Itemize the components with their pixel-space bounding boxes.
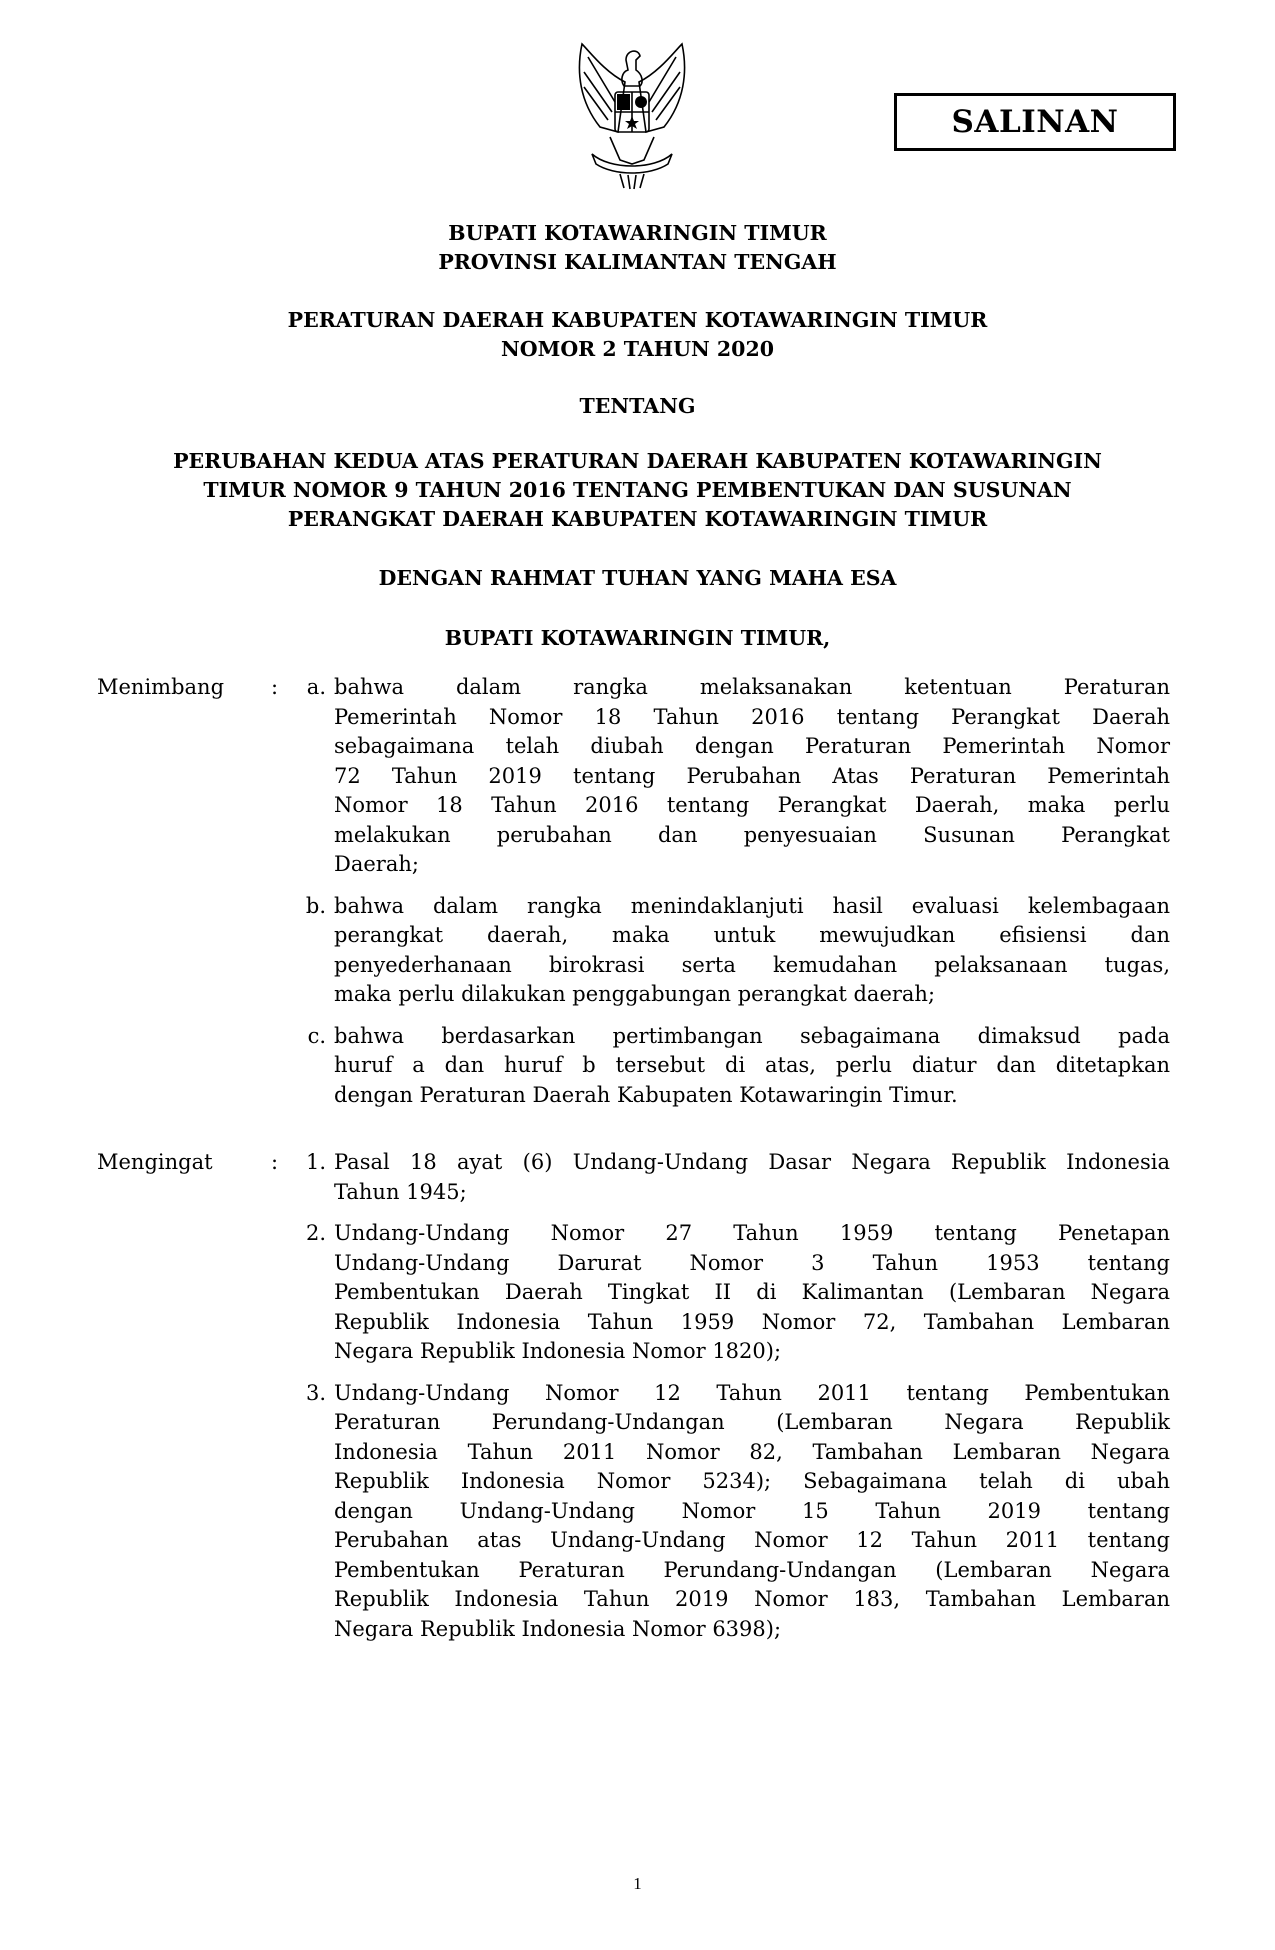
item-text: [334, 1379, 1170, 1645]
item-number: 3.: [305, 1380, 326, 1405]
menimbang-label: Menimbang: [97, 675, 225, 699]
text-line: perangkat daerah, maka untuk mewujudkan efisiensi dan: [334, 923, 1170, 947]
mengingat-item: [97, 1148, 1172, 1207]
text-line: Republik Indonesia Nomor 5234); Sebagaimana telah di ubah: [334, 1469, 1170, 1493]
text-line: sebagaimana telah diubah dengan Peraturan Pemerintah Nomor: [334, 734, 1170, 758]
item-text: [334, 1022, 1170, 1111]
text-line: dengan Undang-Undang Nomor 15 Tahun 2019 tentang: [334, 1498, 1170, 1523]
text-line: Republik Indonesia Tahun 1959 Nomor 72, Tambahan Lembaran: [334, 1309, 1170, 1334]
text-line: Pembentukan Peraturan Perundang-Undangan (Lembaran Negara: [334, 1557, 1170, 1582]
mengingat-section: [97, 1148, 1172, 1644]
colon: [271, 1379, 291, 1645]
text-line: bahwa dalam rangka menindaklanjuti hasil evaluasi kelembagaan: [334, 893, 1170, 918]
text-line: Pembentukan Daerah Tingkat II di Kalimantan (Lembaran Negara: [334, 1280, 1170, 1304]
menimbang-item: [97, 1022, 1172, 1111]
heading-line: BUPATI KOTAWARINGIN TIMUR: [448, 221, 827, 245]
colon: :: [271, 1150, 279, 1174]
item-text: [334, 1148, 1170, 1207]
text-line: Undang-Undang Darurat Nomor 3 Tahun 1953 tentang: [334, 1250, 1170, 1275]
mengingat-label: [97, 1219, 271, 1367]
item-text: [334, 892, 1170, 1010]
page-number: 1: [633, 1874, 642, 1893]
item-text: [334, 1219, 1170, 1367]
menimbang-item: [97, 892, 1172, 1010]
text-line: Negara Republik Indonesia Nomor 6398);: [334, 1616, 782, 1641]
text-line: Negara Republik Indonesia Nomor 1820);: [334, 1339, 782, 1363]
text-line: penyederhanaan birokrasi serta kemudahan pelaksanaan tugas,: [334, 952, 1170, 977]
text-line: Undang-Undang Nomor 12 Tahun 2011 tentang Pembentukan: [334, 1380, 1170, 1405]
mengingat-label: [97, 1379, 271, 1645]
colon: :: [271, 675, 279, 699]
regulation-heading: [0, 306, 1275, 364]
item-text: [334, 673, 1170, 880]
title-line: PERUBAHAN KEDUA ATAS PERATURAN DAERAH KABUPATEN KOTAWARINGIN: [173, 449, 1102, 473]
text-line: bahwa berdasarkan pertimbangan sebagaimana dimaksud pada: [334, 1023, 1170, 1048]
mengingat-label: Mengingat: [97, 1150, 213, 1174]
text-line: Daerah;: [334, 852, 419, 876]
colon: [271, 1022, 291, 1111]
text-line: dengan Peraturan Daerah Kabupaten Kotawaringin Timur.: [334, 1082, 958, 1107]
garuda-pancasila-emblem: [570, 42, 694, 190]
heading-line: PROVINSI KALIMANTAN TENGAH: [438, 250, 837, 274]
text-line: Nomor 18 Tahun 2016 tentang Perangkat Daerah, maka perlu: [334, 793, 1170, 817]
mengingat-item: [97, 1219, 1172, 1367]
item-number: 2.: [305, 1221, 326, 1245]
menimbang-section: [97, 673, 1172, 1110]
text-line: Republik Indonesia Tahun 2019 Nomor 183, Tambahan Lembaran: [334, 1587, 1170, 1611]
regulation-title: [0, 447, 1275, 534]
text-line: Perubahan atas Undang-Undang Nomor 12 Tahun 2011 tentang: [334, 1528, 1170, 1552]
colon: [271, 1219, 291, 1367]
invocation: DENGAN RAHMAT TUHAN YANG MAHA ESA: [378, 566, 897, 590]
tentang-heading: TENTANG: [579, 394, 696, 418]
heading-line: NOMOR 2 TAHUN 2020: [501, 337, 774, 361]
menimbang-item: [97, 673, 1172, 880]
text-line: melakukan perubahan dan penyesuaian Susunan Perangkat: [334, 822, 1170, 847]
text-line: bahwa dalam rangka melaksanakan ketentuan Peraturan: [334, 675, 1170, 699]
title-line: PERANGKAT DAERAH KABUPATEN KOTAWARINGIN TIMUR: [287, 507, 988, 531]
text-line: Undang-Undang Nomor 27 Tahun 1959 tentang Penetapan: [334, 1221, 1170, 1245]
regent-heading: [0, 219, 1275, 277]
text-line: Tahun 1945;: [334, 1179, 467, 1204]
item-number: 1.: [305, 1150, 326, 1174]
salinan-stamp: SALINAN: [894, 93, 1176, 151]
item-number: a.: [306, 675, 326, 699]
text-line: huruf a dan huruf b tersebut di atas, perlu diatur dan ditetapkan: [334, 1053, 1170, 1077]
colon: [271, 892, 291, 1010]
text-line: 72 Tahun 2019 tentang Perubahan Atas Peraturan Pemerintah: [334, 763, 1170, 788]
menimbang-label: [97, 892, 271, 1010]
text-line: Pemerintah Nomor 18 Tahun 2016 tentang Perangkat Daerah: [334, 704, 1170, 729]
item-number: b.: [305, 893, 326, 918]
mengingat-item: [97, 1379, 1172, 1645]
item-number: c.: [307, 1023, 326, 1048]
authority: BUPATI KOTAWARINGIN TIMUR,: [444, 626, 831, 650]
text-line: Pasal 18 ayat (6) Undang-Undang Dasar Negara Republik Indonesia: [334, 1150, 1170, 1174]
menimbang-label: [97, 1022, 271, 1111]
text-line: Indonesia Tahun 2011 Nomor 82, Tambahan Lembaran Negara: [334, 1439, 1170, 1464]
heading-line: PERATURAN DAERAH KABUPATEN KOTAWARINGIN TIMUR: [287, 308, 988, 332]
text-line: Peraturan Perundang-Undangan (Lembaran Negara Republik: [334, 1410, 1170, 1434]
title-line: TIMUR NOMOR 9 TAHUN 2016 TENTANG PEMBENTUKAN DAN SUSUNAN: [203, 478, 1072, 502]
text-line: maka perlu dilakukan penggabungan perangkat daerah;: [334, 982, 936, 1006]
